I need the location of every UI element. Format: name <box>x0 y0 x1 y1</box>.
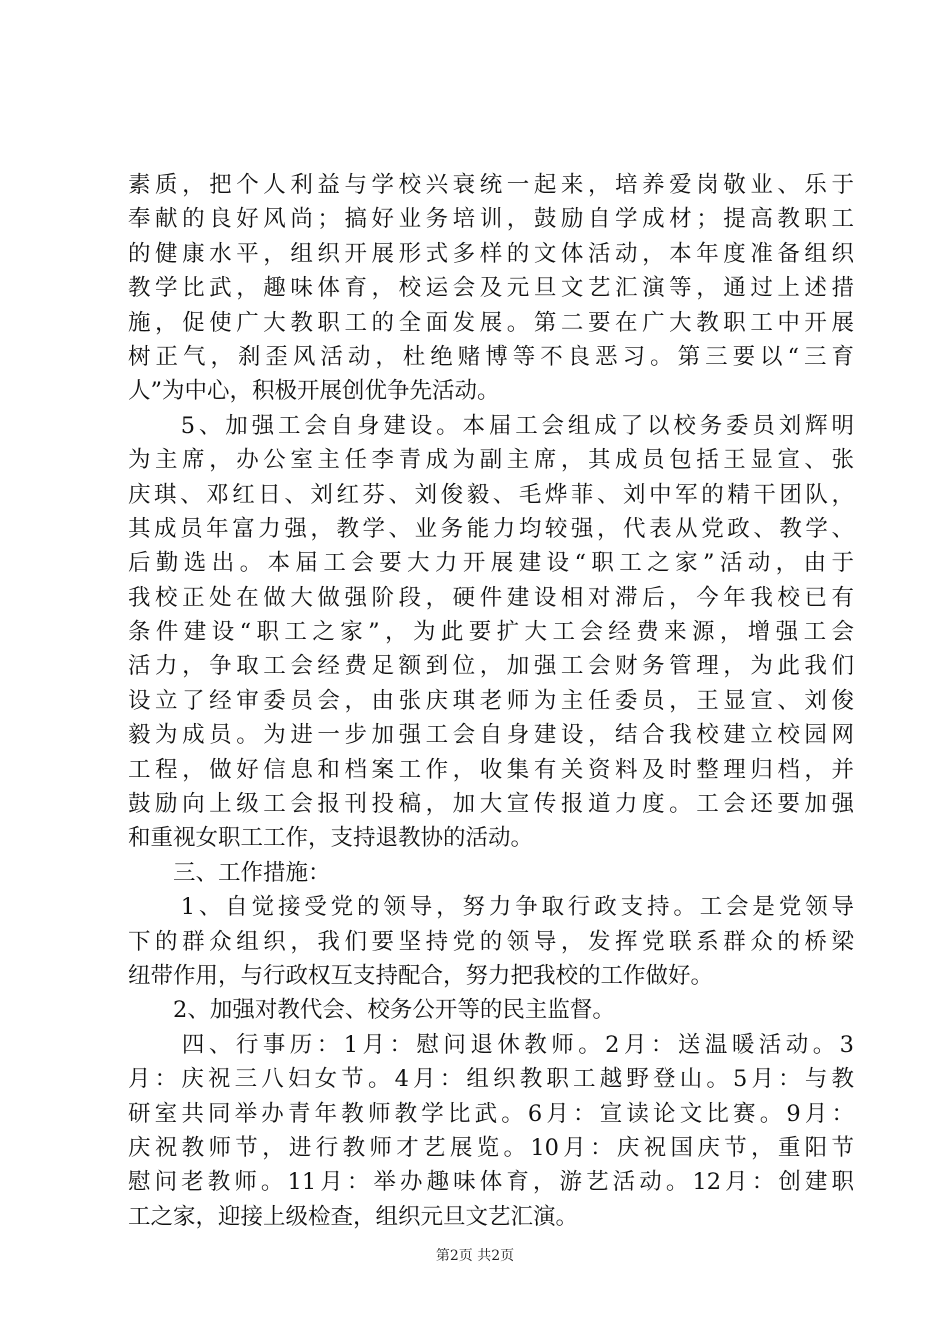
text-line: 树正气，刹歪风活动，杜绝赌博等不良恶习。第三要以“三育 <box>128 343 854 370</box>
text-line: 四、行事历：1月：慰问退休教师。2月：送温暖活动。3 <box>128 1031 854 1058</box>
text-line: 工之家，迎接上级检查，组织元旦文艺汇演。 <box>128 1203 579 1230</box>
text-line: 设立了经审委员会，由张庆琪老师为主任委员，王显宣、刘俊 <box>128 687 854 714</box>
text-line: 庆祝教师节，进行教师才艺展览。10月：庆祝国庆节，重阳节 <box>128 1134 854 1161</box>
text-line: 鼓励向上级工会报刊投稿，加大宣传报道力度。工会还要加强 <box>128 791 854 818</box>
text-line: 1、自觉接受党的领导，努力争取行政支持。工会是党领导 <box>128 894 854 921</box>
text-line: 2、加强对教代会、校务公开等的民主监督。 <box>128 997 615 1024</box>
text-line: 活力，争取工会经费足额到位，加强工会财务管理，为此我们 <box>128 653 854 680</box>
text-line: 奉献的良好风尚；搞好业务培训，鼓励自学成材；提高教职工 <box>128 206 854 233</box>
text-line: 毅为成员。为进一步加强工会自身建设，结合我校建立校园网 <box>128 722 854 749</box>
text-line: 的健康水平，组织开展形式多样的文体活动，本年度准备组织 <box>128 240 854 267</box>
text-line: 慰问老教师。11月：举办趣味体育，游艺活动。12月：创建职 <box>128 1169 854 1196</box>
text-line: 下的群众组织，我们要坚持党的领导，发挥党联系群众的桥梁 <box>128 928 854 955</box>
body-text <box>128 168 854 1234</box>
text-line: 后勤选出。本届工会要大力开展建设“职工之家”活动，由于 <box>128 550 854 577</box>
text-line: 教学比武，趣味体育，校运会及元旦文艺汇演等，通过上述措 <box>128 275 854 302</box>
text-line: 我校正处在做大做强阶段，硬件建设相对滞后，今年我校已有 <box>128 584 854 611</box>
text-line: 素质，把个人利益与学校兴衰统一起来，培养爱岗敬业、乐于 <box>128 172 854 198</box>
text-line: 工程，做好信息和档案工作，收集有关资料及时整理归档，并 <box>128 756 854 783</box>
text-line: 施，促使广大教职工的全面发展。第二要在广大教职工中开展 <box>128 309 854 336</box>
text-line: 研室共同举办青年教师教学比武。6月：宣读论文比赛。9月： <box>128 1100 854 1127</box>
text-line: 纽带作用，与行政权互支持配合，努力把我校的工作做好。 <box>128 962 714 989</box>
text-line: 和重视女职工工作，支持退教协的活动。 <box>128 825 534 852</box>
text-line: 其成员年富力强，教学、业务能力均较强，代表从党政、教学、 <box>128 515 854 542</box>
text-line: 庆琪、邓红日、刘红芬、刘俊毅、毛烨菲、刘中军的精干团队， <box>128 481 854 508</box>
text-line: 三、工作措施： <box>128 859 331 886</box>
text-line: 5、加强工会自身建设。本届工会组成了以校务委员刘辉明 <box>128 412 854 439</box>
text-line: 条件建设“职工之家”，为此要扩大工会经费来源，增强工会 <box>128 619 854 646</box>
page-footer: 第2页 共2页 <box>435 1248 515 1264</box>
text-line: 月：庆祝三八妇女节。4月：组织教职工越野登山。5月：与教 <box>128 1066 854 1093</box>
text-line: 为主席，办公室主任李青成为副主席，其成员包括王显宣、张 <box>128 447 854 474</box>
text-line: 人”为中心，积极开展创优争先活动。 <box>128 378 500 405</box>
